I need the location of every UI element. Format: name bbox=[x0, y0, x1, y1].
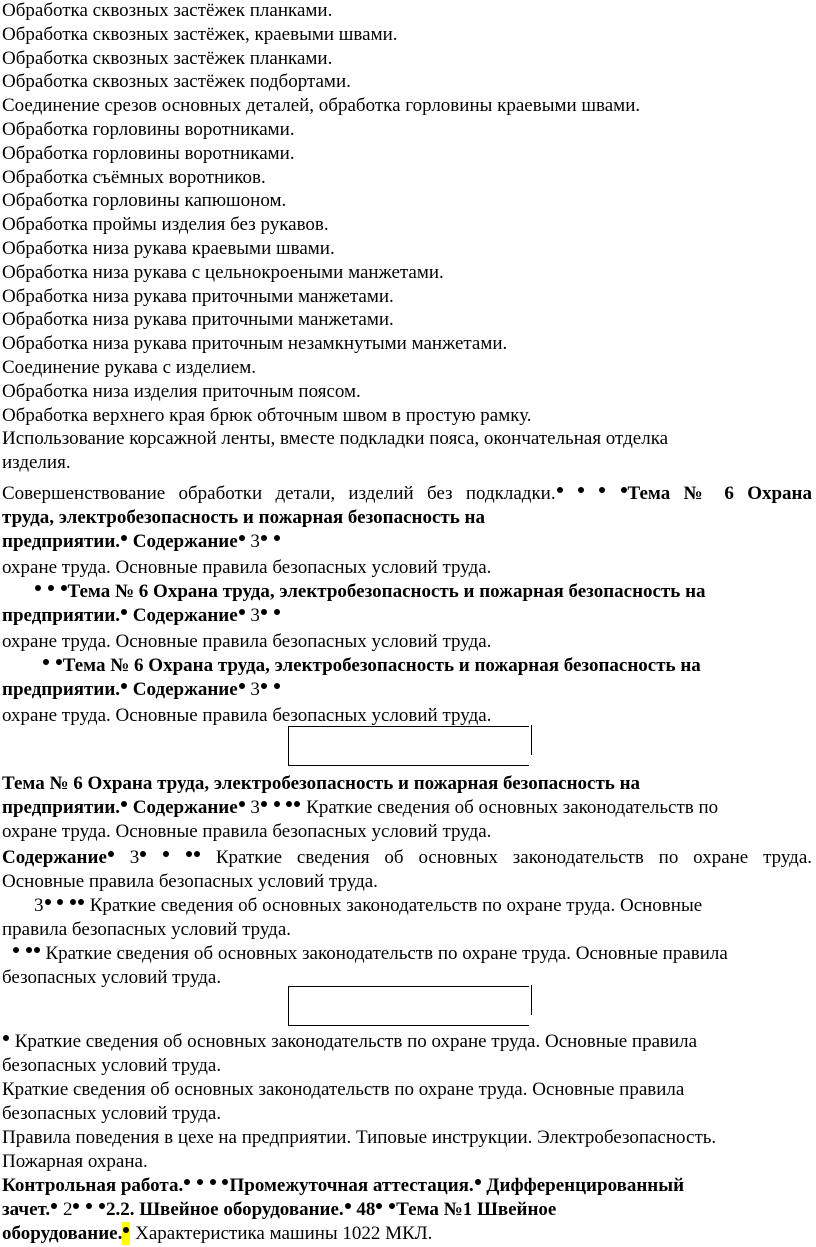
topic-line: Обработка низа рукава краевыми швами. bbox=[2, 238, 335, 259]
p5-line2: Основные правила безопасных условий труда. bbox=[2, 871, 378, 892]
credit-label: зачет. bbox=[2, 1199, 51, 1220]
bullet-icon bbox=[186, 851, 192, 857]
topic-line: Обработка сквозных застёжек подбортами. bbox=[2, 71, 351, 93]
p9-line1: Краткие сведения об основных законодательств по охране труда. Основные правила bbox=[2, 1079, 685, 1100]
topic-line: Соединение рукава с изделием. bbox=[2, 357, 257, 378]
bullet-icon bbox=[222, 1179, 228, 1185]
p1-line1 bbox=[2, 482, 812, 505]
bullet-icon bbox=[123, 1227, 129, 1233]
p2-line3: охране труда. Основные правила безопасных условий труда. bbox=[2, 631, 492, 652]
bullet-icon bbox=[475, 1179, 481, 1185]
bullet-icon bbox=[57, 899, 63, 905]
empty-frame-box bbox=[288, 986, 529, 1026]
p8-line1 bbox=[2, 1030, 697, 1053]
topic-line: Обработка сквозных застёжек, краевыми швами. bbox=[2, 23, 398, 45]
bullet-icon bbox=[261, 683, 267, 689]
p8-line2: безопасных условий труда. bbox=[2, 1055, 222, 1076]
control-work-label: Контрольная работа. bbox=[2, 1175, 184, 1196]
bullet-icon bbox=[239, 683, 245, 689]
topic-line: Обработка сквозных застёжек планками. bbox=[2, 0, 333, 21]
p3-enterprise: предприятии. bbox=[2, 679, 121, 700]
p5-number: 3 bbox=[129, 847, 140, 868]
p11-line2 bbox=[2, 1198, 556, 1221]
bullet-icon bbox=[43, 659, 49, 665]
bullet-icon bbox=[286, 801, 292, 807]
machine-characteristics: Характеристика машины 1022 МКЛ. bbox=[135, 1223, 433, 1244]
p1-line2: труда, электробезопасность и пожарная безопасность на bbox=[2, 507, 485, 528]
bullet-icon bbox=[61, 585, 67, 591]
bullet-icon bbox=[56, 659, 62, 665]
bullet-icon bbox=[35, 585, 41, 591]
p3-heading: Тема № 6 Охрана труда, электробезопасность и пожарная безопасность на bbox=[62, 655, 701, 676]
p6-text: Краткие сведения об основных законодательств по охране труда. Основные bbox=[89, 895, 703, 916]
bullet-icon bbox=[194, 851, 200, 857]
sewing-equipment-label: 2.2. Швейное оборудование. bbox=[105, 1199, 344, 1220]
bullet-icon bbox=[210, 1179, 216, 1185]
bullet-icon bbox=[3, 1035, 9, 1041]
intermediate-attestation-label: Промежуточная аттестация. bbox=[229, 1175, 474, 1196]
p1-line3 bbox=[2, 530, 281, 553]
bullet-icon bbox=[376, 1203, 382, 1209]
bullet-icon bbox=[13, 947, 19, 953]
p1-line4: охране труда. Основные правила безопасных условий труда. bbox=[2, 557, 492, 578]
p5-content-label: Содержание bbox=[2, 847, 107, 868]
p1-bold-heading: Тема № 6 Охрана bbox=[627, 483, 813, 504]
empty-frame-box bbox=[288, 726, 529, 766]
topic-1-label: Тема №1 Швейное bbox=[396, 1199, 557, 1220]
bullet-icon bbox=[599, 487, 605, 493]
topic-line: Обработка низа изделия приточным поясом. bbox=[2, 380, 361, 402]
p5-line1 bbox=[2, 846, 812, 869]
frame-edge bbox=[531, 985, 532, 1015]
topic-line: Соединение срезов основных деталей, обработка горловины краевыми швами. bbox=[2, 95, 641, 117]
bullet-icon bbox=[121, 683, 127, 689]
bullet-icon bbox=[621, 487, 627, 493]
p8-text: Краткие сведения об основных законодательств по охране труда. Основные правила bbox=[14, 1031, 698, 1052]
topic-line: Обработка горловины капюшоном. bbox=[2, 190, 287, 212]
bullet-icon bbox=[26, 947, 32, 953]
p2-number: 3 bbox=[250, 605, 260, 626]
p1-text: Совершенствование обработки детали, изделий без подкладки. bbox=[2, 483, 556, 504]
p2-heading: Тема № 6 Охрана труда, электробезопасность и пожарная безопасность на bbox=[67, 581, 706, 602]
bullet-icon bbox=[261, 535, 267, 541]
p1-content-label: Содержание bbox=[132, 531, 238, 552]
p4-line2 bbox=[2, 796, 718, 819]
p6-line1 bbox=[34, 894, 702, 917]
p4-content-label: Содержание bbox=[132, 797, 238, 818]
bullet-icon bbox=[99, 1203, 105, 1209]
bullet-icon bbox=[121, 801, 127, 807]
p7-line2: безопасных условий труда. bbox=[2, 967, 222, 988]
bullet-icon bbox=[294, 801, 300, 807]
topic-line: Обработка низа рукава приточными манжетами. bbox=[2, 309, 394, 331]
p2-enterprise: предприятии. bbox=[2, 605, 121, 626]
p11-line1 bbox=[2, 1174, 684, 1197]
bullet-icon bbox=[70, 899, 76, 905]
bullet-icon bbox=[274, 535, 280, 541]
p7-line1 bbox=[12, 942, 728, 965]
p2-line2 bbox=[2, 604, 281, 627]
bullet-icon bbox=[121, 535, 127, 541]
topic-line: изделия. bbox=[2, 452, 71, 474]
p2-line1 bbox=[34, 580, 706, 603]
bullet-icon bbox=[140, 851, 146, 857]
p1-number: 3 bbox=[250, 531, 260, 552]
topic-line: Обработка низа рукава приточным незамкнутыми манжетами. bbox=[2, 333, 508, 355]
p3-line3: охране труда. Основные правила безопасных условий труда. bbox=[2, 705, 492, 726]
equipment-label: оборудование. bbox=[2, 1223, 123, 1244]
topic-line: Обработка проймы изделия без рукавов. bbox=[2, 214, 329, 236]
bullet-icon bbox=[184, 1179, 190, 1185]
bullet-icon bbox=[239, 535, 245, 541]
p10-line1: Правила поведения в цехе на предприятии. Типовые инструкции. Электробезопасность. bbox=[2, 1127, 717, 1148]
bullet-icon bbox=[73, 1203, 79, 1209]
bullet-icon bbox=[78, 899, 84, 905]
bullet-icon bbox=[48, 585, 54, 591]
topic-line: Обработка съёмных воротников. bbox=[2, 166, 266, 188]
p6-line2: правила безопасных условий труда. bbox=[2, 919, 292, 940]
bullet-icon bbox=[197, 1179, 203, 1185]
bullet-icon bbox=[274, 801, 280, 807]
bullet-icon bbox=[261, 609, 267, 615]
topic-line: Обработка низа рукава приточными манжетами. bbox=[2, 285, 394, 307]
bullet-icon bbox=[239, 801, 245, 807]
p4-text: Краткие сведения об основных законодательств по bbox=[306, 797, 719, 818]
differentiated-label: Дифференцированный bbox=[486, 1175, 685, 1196]
p11-number: 2 bbox=[62, 1199, 73, 1220]
topic-line: Обработка горловины воротниками. bbox=[2, 142, 295, 164]
p2-content-label: Содержание bbox=[132, 605, 238, 626]
bullet-icon bbox=[51, 1203, 57, 1209]
p4-line3: охране труда. Основные правила безопасных условий труда. bbox=[2, 821, 492, 842]
highlight-marker bbox=[122, 1222, 130, 1245]
p5-text: Краткие сведения об основных законодательств по охране труда. bbox=[215, 847, 813, 868]
p10-line2: Пожарная охрана. bbox=[2, 1151, 148, 1172]
p3-number: 3 bbox=[250, 679, 260, 700]
bullet-icon bbox=[45, 899, 51, 905]
bullet-icon bbox=[239, 609, 245, 615]
bullet-icon bbox=[578, 487, 584, 493]
bullet-icon bbox=[274, 609, 280, 615]
p3-line2 bbox=[2, 678, 281, 701]
p9-line2: безопасных условий труда. bbox=[2, 1103, 222, 1124]
p4-number: 3 bbox=[250, 797, 260, 818]
bullet-icon bbox=[108, 851, 114, 857]
bullet-icon bbox=[121, 609, 127, 615]
bullet-icon bbox=[557, 487, 563, 493]
topic-line: Обработка низа рукава с цельнокроеными манжетами. bbox=[2, 261, 444, 283]
p4-line1: Тема № 6 Охрана труда, электробезопасность и пожарная безопасность на bbox=[2, 773, 641, 794]
bullet-icon bbox=[345, 1203, 351, 1209]
hours-number: 48 bbox=[356, 1199, 376, 1220]
bullet-icon bbox=[86, 1203, 92, 1209]
p11-line3 bbox=[2, 1222, 432, 1245]
p4-enterprise: предприятии. bbox=[2, 797, 121, 818]
topic-line: Обработка верхнего края брюк обточным швом в простую рамку. bbox=[2, 404, 532, 426]
bullet-icon bbox=[274, 683, 280, 689]
bullet-icon bbox=[163, 851, 169, 857]
p1-enterprise: предприятии. bbox=[2, 531, 121, 552]
topic-line: Обработка горловины воротниками. bbox=[2, 119, 295, 140]
p6-number: 3 bbox=[34, 895, 44, 916]
topic-line: Использование корсажной ленты, вместе подкладки пояса, окончательная отделка bbox=[2, 428, 669, 450]
topic-line: Обработка сквозных застёжек планками. bbox=[2, 47, 333, 69]
p7-text: Краткие сведения об основных законодательств по охране труда. Основные правила bbox=[45, 943, 728, 964]
frame-edge bbox=[531, 725, 532, 755]
bullet-icon bbox=[389, 1203, 395, 1209]
bullet-icon bbox=[34, 947, 40, 953]
p3-content-label: Содержание bbox=[132, 679, 238, 700]
bullet-icon bbox=[261, 801, 267, 807]
p3-line1 bbox=[42, 654, 701, 677]
